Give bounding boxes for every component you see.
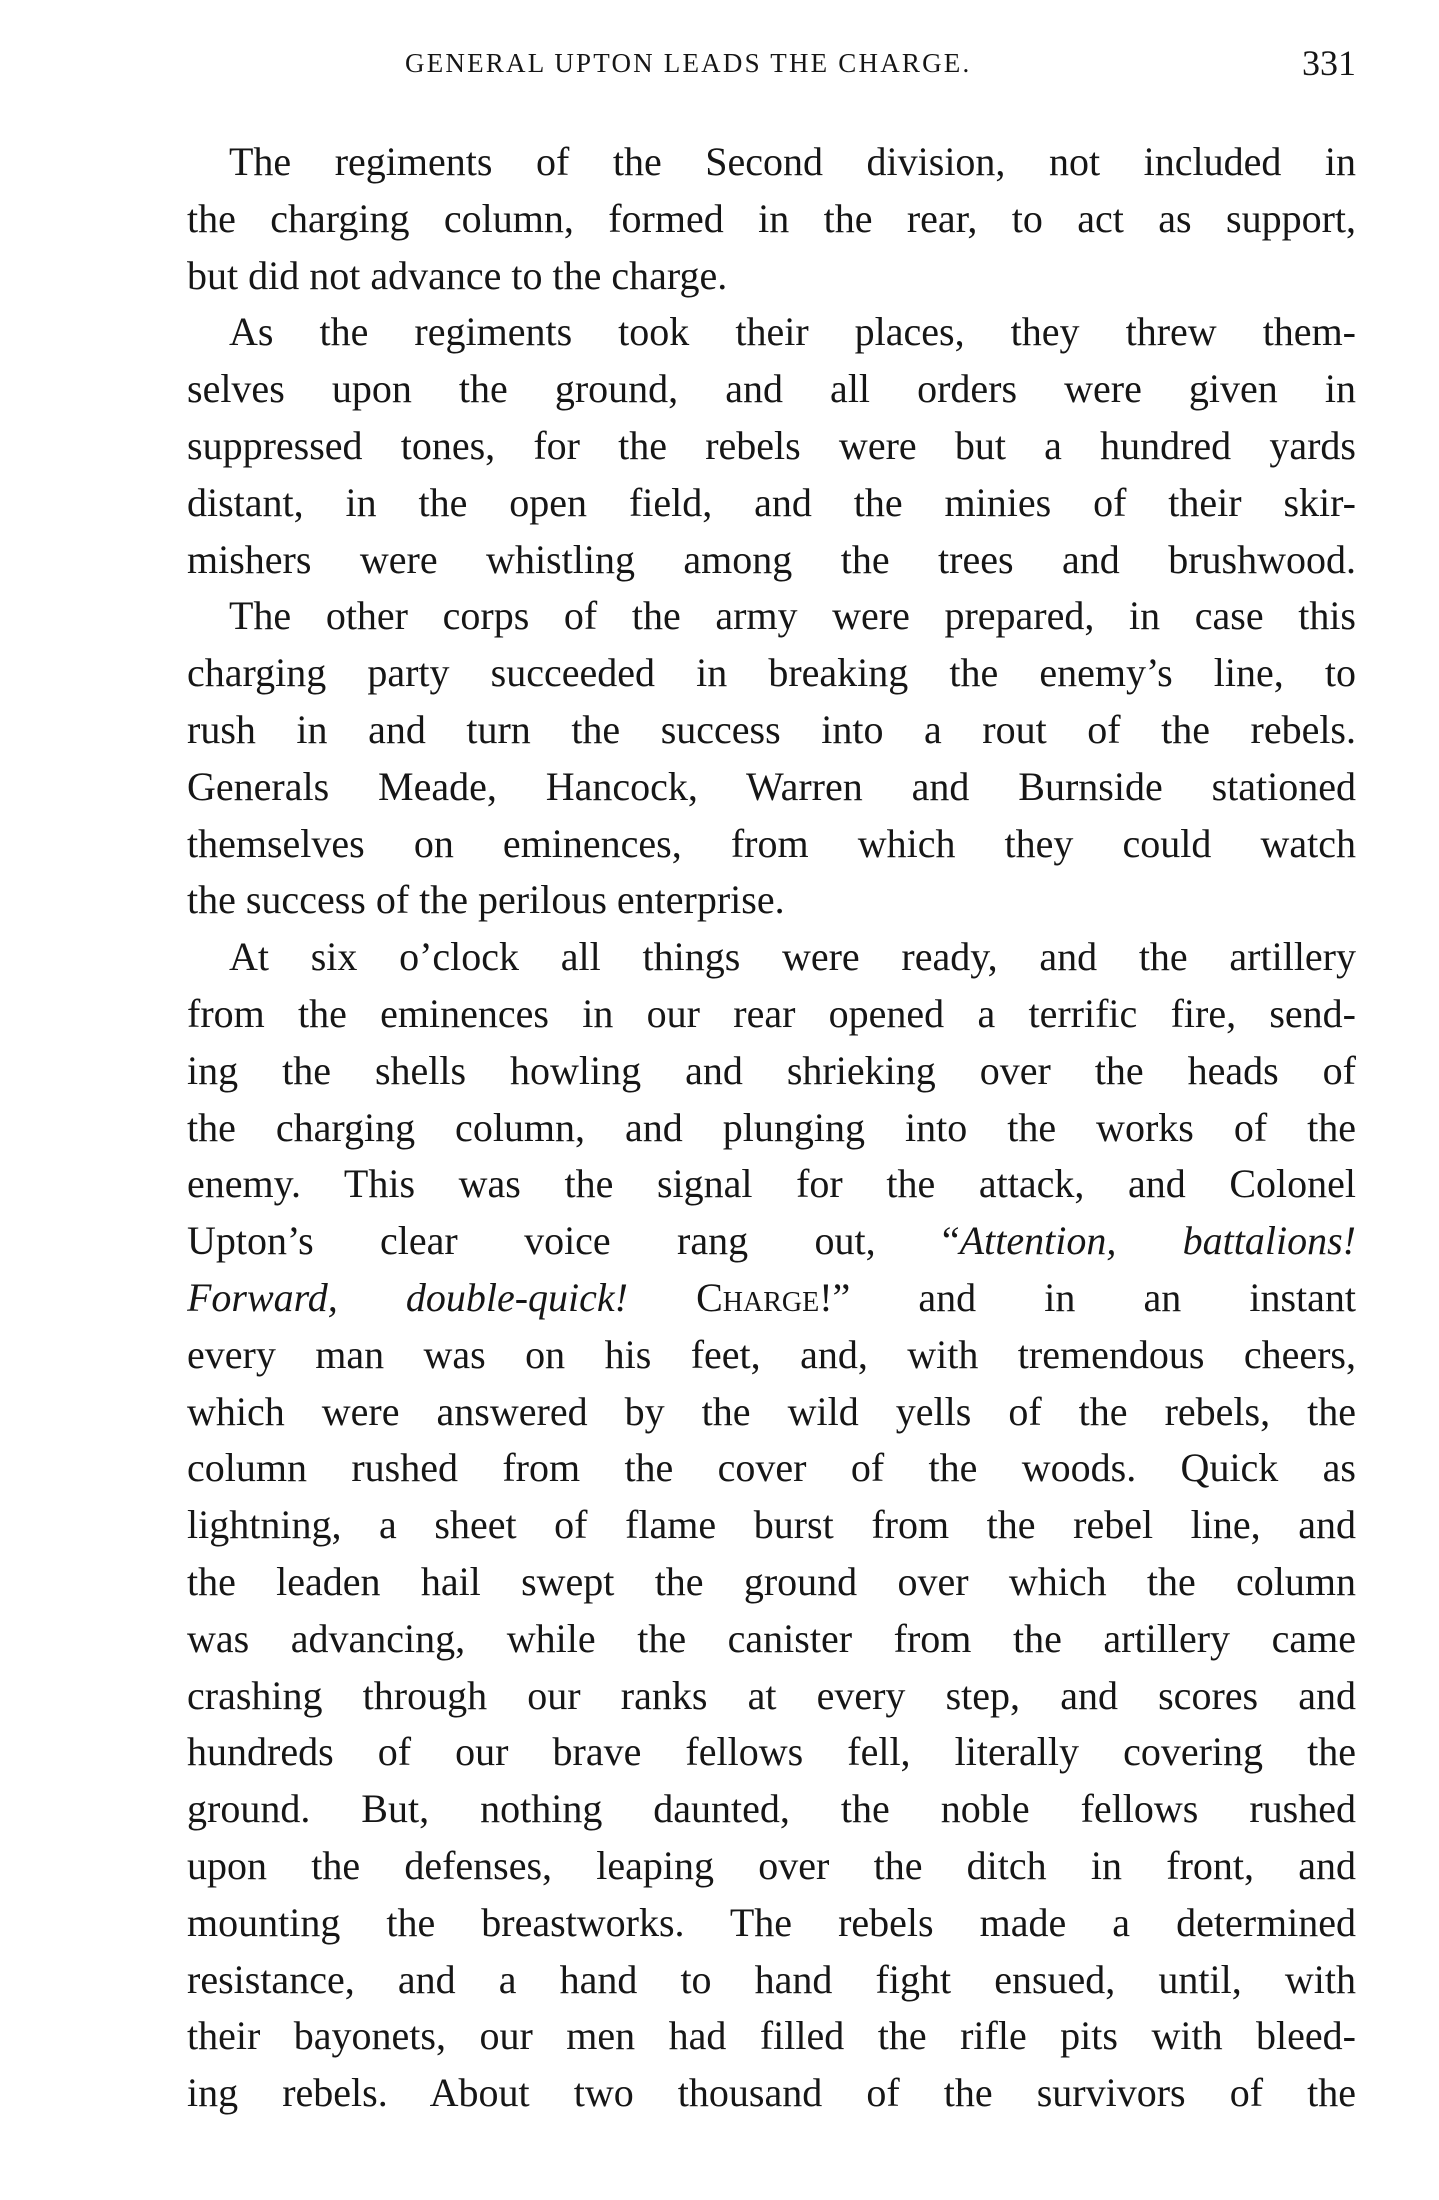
text-segment: The other corps of the army were prepared, in case this — [229, 593, 1356, 639]
small-caps-text: Charge — [696, 1274, 820, 1320]
text-line — [187, 1781, 1356, 1838]
text-line — [187, 1156, 1356, 1213]
text-segment: mounting the breastworks. The rebels made a determined — [187, 1899, 1356, 1945]
text-segment: mishers were whistling among the trees and brushwood. — [187, 536, 1356, 582]
text-segment: which were answered by the wild yells of the rebels, the — [187, 1388, 1356, 1434]
text-line — [187, 1724, 1356, 1781]
text-segment: rush in and turn the success into a rout of the rebels. — [187, 706, 1356, 752]
text-segment: At six o’clock all things were ready, and the artillery — [229, 934, 1356, 980]
text-line — [187, 2008, 1356, 2065]
text-segment: distant, in the open field, and the minies of their skir- — [187, 479, 1356, 525]
text-segment: from the eminences in our rear opened a terrific fire, send- — [187, 990, 1356, 1036]
text-segment: the success of the perilous enterprise. — [187, 877, 785, 923]
text-segment: upon the defenses, leaping over the ditch in front, and — [187, 1842, 1356, 1888]
text-segment: column rushed from the cover of the woods. Quick as — [187, 1445, 1356, 1491]
text-line — [187, 1043, 1356, 1100]
text-segment: enemy. This was the signal for the attack, and Colonel — [187, 1161, 1356, 1207]
text-segment: the charging column, and plunging into the works of the — [187, 1104, 1356, 1150]
text-line — [187, 361, 1356, 418]
text-segment: As the regiments took their places, they threw them- — [229, 309, 1356, 355]
text-line — [187, 1270, 1356, 1327]
text-line — [187, 1327, 1356, 1384]
text-segment: the leaden hail swept the ground over which the column — [187, 1558, 1356, 1604]
text-segment: hundreds of our brave fellows fell, literally covering the — [187, 1729, 1356, 1775]
text-segment: suppressed tones, for the rebels were but a hundred yards — [187, 422, 1356, 468]
text-segment: but did not advance to the charge. — [187, 252, 728, 298]
text-segment: Upton’s clear voice rang out, “ — [187, 1218, 960, 1264]
text-segment: The regiments of the Second division, not included in — [229, 139, 1356, 184]
text-segment — [628, 1275, 696, 1320]
text-segment: ground. But, nothing daunted, the noble fellows rushed — [187, 1786, 1356, 1832]
text-line — [187, 134, 1356, 191]
body-text — [187, 134, 1356, 2122]
text-segment: ing rebels. About two thousand of the survivors of the — [187, 2070, 1356, 2116]
text-line — [187, 475, 1356, 532]
text-line — [187, 872, 1356, 929]
text-line — [187, 418, 1356, 475]
text-line — [187, 1838, 1356, 1895]
text-line — [187, 1213, 1356, 1270]
italic-text: Attention, battalions! — [959, 1218, 1356, 1264]
running-title: GENERAL UPTON LEADS THE CHARGE. — [405, 48, 972, 78]
text-line — [187, 816, 1356, 873]
text-line — [187, 1611, 1356, 1668]
text-segment: resistance, and a hand to hand fight ensued, until, with — [187, 1956, 1356, 2002]
text-line — [187, 1100, 1356, 1157]
text-segment: ing the shells howling and shrieking over the heads of — [187, 1047, 1356, 1093]
text-segment: the charging column, formed in the rear, to act as support, — [187, 195, 1356, 241]
text-segment: themselves on eminences, from which they could watch — [187, 820, 1356, 866]
text-line — [187, 645, 1356, 702]
text-line — [187, 532, 1356, 589]
text-line — [187, 588, 1356, 645]
text-line — [187, 1497, 1356, 1554]
text-line — [187, 1952, 1356, 2009]
text-segment: crashing through our ranks at every step, and scores and — [187, 1672, 1356, 1718]
text-line — [187, 2065, 1356, 2122]
italic-text: Forward, double-quick! — [187, 1274, 628, 1320]
text-line — [187, 1895, 1356, 1952]
text-line — [187, 1384, 1356, 1441]
text-line — [187, 304, 1356, 361]
text-line — [187, 1440, 1356, 1497]
text-line — [187, 191, 1356, 248]
text-line — [187, 929, 1356, 986]
text-segment: their bayonets, our men had filled the rifle pits with bleed- — [187, 2013, 1356, 2059]
text-line — [187, 759, 1356, 816]
text-segment: charging party succeeded in breaking the enemy’s line, to — [187, 650, 1356, 696]
text-segment: lightning, a sheet of flame burst from the rebel line, and — [187, 1502, 1356, 1548]
running-header — [187, 44, 1356, 88]
text-line — [187, 986, 1356, 1043]
page-number: 331 — [1302, 43, 1356, 83]
text-segment: was advancing, while the canister from the artillery came — [187, 1615, 1356, 1661]
text-segment: every man was on his feet, and, with tremendous cheers, — [187, 1331, 1356, 1377]
text-line — [187, 248, 1356, 305]
text-line — [187, 1554, 1356, 1611]
text-segment: !” and in an instant — [819, 1274, 1356, 1320]
text-line — [187, 1668, 1356, 1725]
text-line — [187, 702, 1356, 759]
text-segment: selves upon the ground, and all orders were given in — [187, 366, 1356, 412]
text-segment: Generals Meade, Hancock, Warren and Burnside stationed — [187, 763, 1356, 809]
